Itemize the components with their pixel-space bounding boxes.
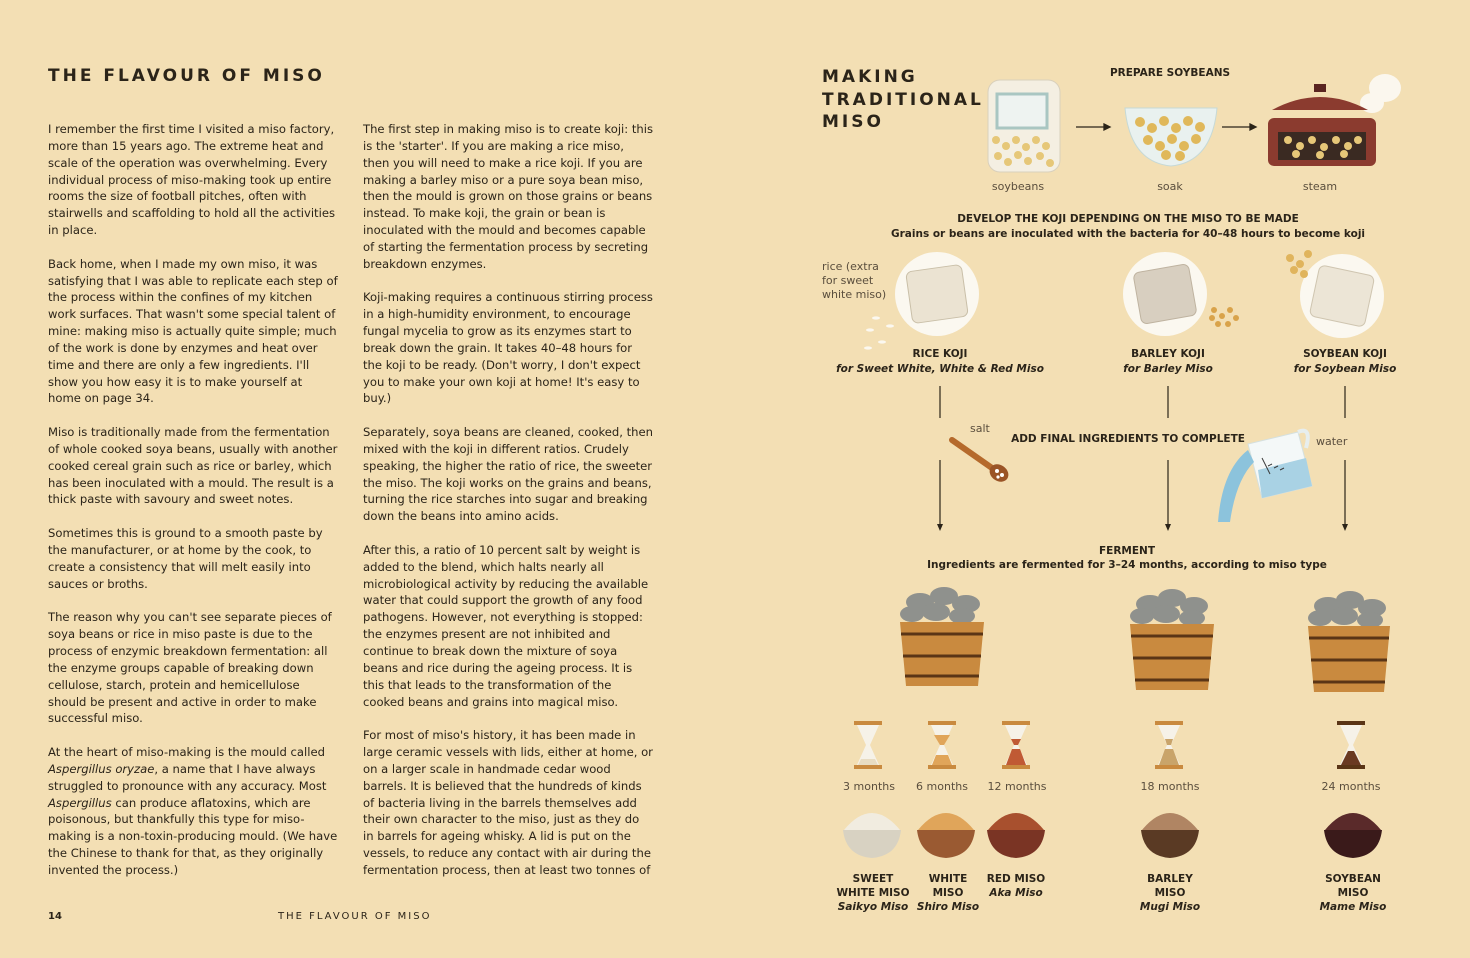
step-label: steam [1302,180,1338,193]
koji-heading: DEVELOP THE KOJI DEPENDING ON THE MISO TO BE MADE [957,213,1299,225]
paragraph: Separately, soya beans are cleaned, cooked, then mixed with the koji in different ratios. Crudely speaking, the higher the ratio of rice, the sweeter the miso. The koji works on the grains and beans, turning the rice starches into sugar and breaking down the beans into amino acids. [363,425,653,524]
note-line: for sweet [822,274,874,287]
miso-name: SOYBEAN [1325,873,1381,885]
flow-lines [940,386,1348,526]
miso-label [1130,872,1210,914]
miso-paste [1325,813,1381,830]
salt-label: salt [970,422,990,435]
title-line: TRADITIONAL [822,89,984,110]
miso-bowl-icon [843,813,901,858]
koji-use: for Barley Miso [1123,363,1213,375]
miso-bowl-icon [1141,813,1199,858]
bowl-body [987,830,1045,858]
miso-name: RED MISO [986,873,1046,885]
arrow-icon [1076,124,1256,130]
soak-bowl-icon [1125,108,1217,166]
duration-label: 24 months [1321,780,1381,793]
ferment-barrel-icon [1130,589,1214,690]
hourglass-icon [1155,721,1183,769]
koji-use: for Soybean Miso [1293,363,1397,375]
water-label: water [1316,435,1348,448]
title-line: MAKING [822,67,918,87]
genus-name: Aspergillus [48,795,112,810]
title-line: MISO [822,112,884,132]
text-run: can produce aflatoxins, which are poisonous, but thankfully this type for miso-making is a non-toxin-producing mould. (We have the Chinese to thank for that, as they originally invented the process.) [48,795,338,877]
koji-name: BARLEY KOJI [1131,348,1205,360]
miso-bowl-icon [1324,813,1382,858]
bowl-body [917,830,975,858]
miso-name: BARLEY [1147,873,1193,885]
miso-paste [988,813,1044,830]
paragraph: Back home, when I made my own miso, it was satisfying that I was able to replicate each step of the process within the confines of my kitchen work surfaces. That wasn't some special talent of mine: making miso is actually quite simple; much of the work is done by enzymes and heat over time and there are only a few ingredients. I'll show you how easy it is to make yourself at home on page 34. [48,256,338,406]
miso-paste [844,813,900,830]
miso-paste [1142,813,1198,830]
hourglass-icon [928,721,956,769]
duration-label: 18 months [1140,780,1200,793]
rice-note [822,260,886,302]
text-run: , a name that I have always struggled to pronounce with any accuracy. Most [48,761,327,793]
note-line: white miso) [822,288,887,301]
soybean-koji-plate-icon [1286,250,1384,338]
miso-name: SWEET [852,873,894,885]
text-column-1 [48,121,338,896]
miso-name: MISO [1337,887,1369,899]
prepare-heading: PREPARE SOYBEANS [1109,67,1231,79]
miso-japanese-name: Aka Miso [989,887,1043,899]
text-column-2 [363,121,653,896]
barley-koji-plate-icon [1123,252,1239,336]
ferment-barrel-icon [1308,591,1390,692]
duration-label: 12 months [987,780,1047,793]
page-number: 14 [48,911,62,922]
ferment-subheading: Ingredients are fermented for 3–24 months, according to miso type [927,559,1327,571]
infographic-title [822,66,984,134]
hourglass-icon [854,721,882,769]
koji-name: RICE KOJI [912,348,968,360]
step-label: soak [1157,180,1183,193]
miso-japanese-name: Mame Miso [1319,901,1387,913]
soybean-bag-icon [988,80,1060,172]
paragraph: Sometimes this is ground to a smooth paste by the manufacturer, or at home by the cook, to create a consistency that will melt easily into sauces or broths. [48,526,323,591]
koji-subheading: Grains or beans are inoculated with the bacteria for 40–48 hours to become koji [890,228,1366,240]
bowl-body [1324,830,1382,858]
species-name: Aspergillus oryzae [48,761,155,776]
salt-spoon-icon [952,440,1012,485]
paragraph: The first step in making miso is to create koji: this is the 'starter'. If you are making a rice miso, then you will need to make a rice koji. If you are making a barley miso or a pure soya bean miso, then the mould is grown on those grains or beans instead. To make koji, the grain or bean is inoculated with the mould and becomes capable of starting the fermentation process by secreting breakdown enzymes. [363,122,654,271]
hourglass-icon [1002,721,1030,769]
bowl-body [843,830,901,858]
note-line: rice (extra [822,260,879,273]
miso-japanese-name: Mugi Miso [1139,901,1201,913]
paragraph: Miso is traditionally made from the fermentation of whole cooked soya beans, usually with another cooked cereal grain such as rice or barley, which has been inoculated with a mould. The result is a thick paste with savoury and sweet notes. [48,425,338,507]
text-run: At the heart of miso-making is the mould called [48,744,325,759]
steam-pot-icon [1268,74,1401,166]
ferment-heading: FERMENT [1098,545,1155,557]
koji-use: for Sweet White, White & Red Miso [836,363,1044,375]
miso-label [1313,872,1393,914]
bowl-body [1141,830,1199,858]
step-label: soybeans [991,180,1045,193]
miso-name: MISO [932,887,964,899]
miso-paste [918,813,974,830]
miso-name: WHITE [928,873,968,885]
ferment-barrel-icon [900,587,984,686]
miso-bowl-icon [987,813,1045,858]
page-title: THE FLAVOUR OF MISO [48,66,325,86]
miso-label [976,872,1056,900]
miso-name: WHITE MISO [836,887,910,899]
miso-japanese-name: Saikyo Miso [837,901,909,913]
duration-label: 6 months [916,780,968,793]
duration-label: 3 months [843,780,895,793]
paragraph: For most of miso's history, it has been made in large ceramic vessels with lids, either at home, or on a larger scale in handmade cedar wood barrels. It is believed that the hundreds of kinds of bacteria living in the barrels themselves add their own character to the miso, just as they do in barrels for ageing whisky. A lid is put on the vessels, to reduce any contact with air during the fermentation process, then at least two tonnes of [363,728,653,877]
arrow-icon [937,524,1348,531]
paragraph: The reason why you can't see separate pieces of soya beans or rice in miso paste is due to the process of enzymic breakdown fermentation: all the enzyme groups capable of breaking down cellulose, starch, protein and hemicellulose should be present and active in order to make successful miso. [48,610,332,726]
running-head: THE FLAVOUR OF MISO [278,911,432,922]
miso-name: MISO [1154,887,1186,899]
miso-bowl-icon [917,813,975,858]
hourglass-icon [1337,721,1365,769]
final-heading: ADD FINAL INGREDIENTS TO COMPLETE [1011,433,1245,445]
paragraph: Koji-making requires a continuous stirring process in a high-humidity environment, to encourage fungal mycelia to grow as its enzymes start to break down the grain. It takes 40–48 hours for the koji to be ready. (Don't worry, I don't expect you to make your own koji at home! It's easy to buy.) [363,290,653,406]
paragraph: After this, a ratio of 10 percent salt by weight is added to the blend, which halts nearly all microbiological activity by reducing the available water that could support the growth of any food pathogens. However, not everything is stopped: the enzymes present are not inhibited and continue to break down the mixture of soya beans and rice during the ageing process. It is this that leads to the transformation of the cooked beans and grains into magical miso. [363,542,649,709]
koji-name: SOYBEAN KOJI [1303,348,1387,360]
paragraph [48,744,338,879]
paragraph: I remember the first time I visited a miso factory, more than 15 years ago. The extreme heat and scale of the operation was overwhelming. Every individual process of miso-making took up entire rooms the size of football pitches, often with stairwells and scaffolding to hold all the activities in place. [48,122,335,238]
miso-japanese-name: Shiro Miso [916,901,980,913]
